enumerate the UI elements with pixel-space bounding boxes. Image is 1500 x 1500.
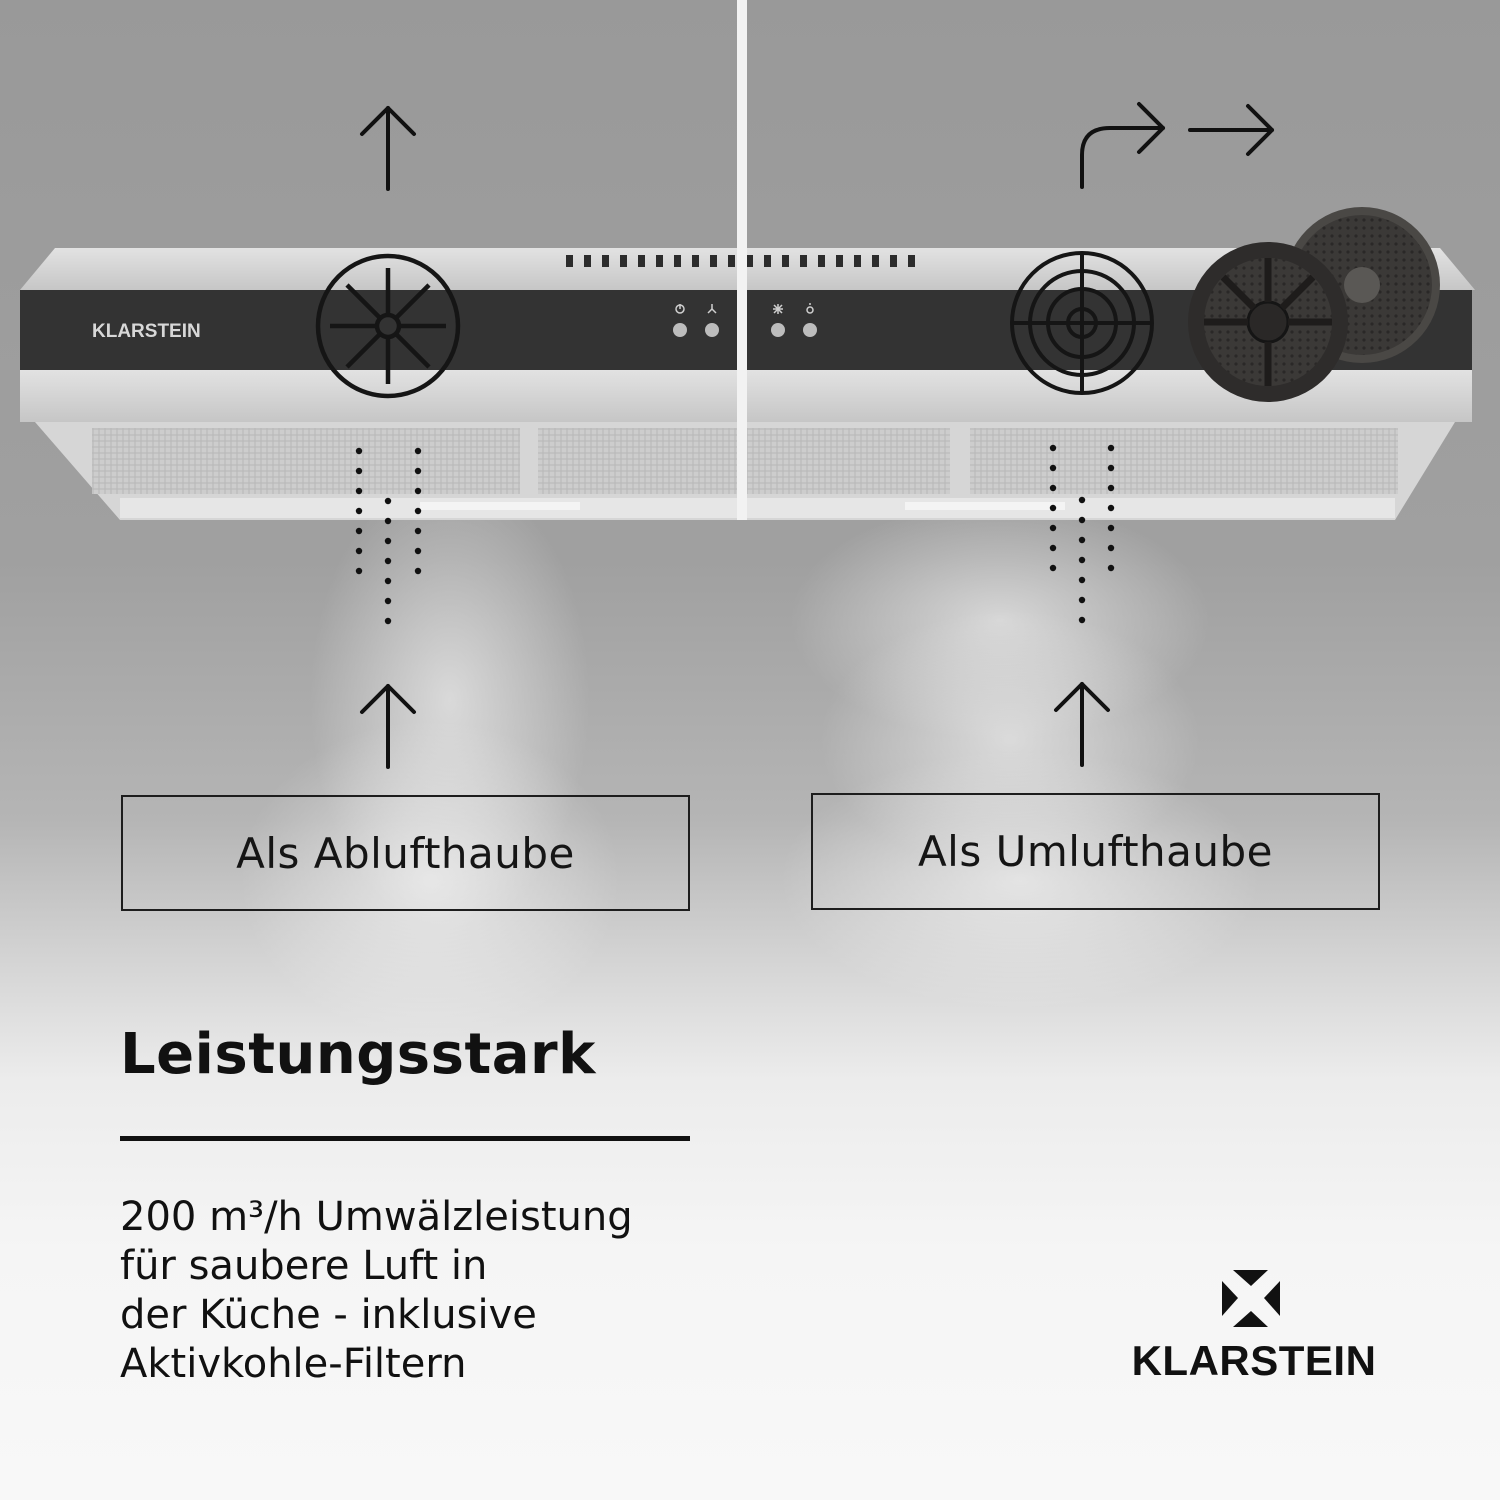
arrow-up-icon bbox=[362, 108, 414, 189]
arrow-turn-right-icon bbox=[1082, 104, 1163, 187]
carbon-filter-front bbox=[1188, 242, 1348, 402]
comparison-divider bbox=[737, 0, 747, 520]
brand-wordmark: KLARSTEIN bbox=[1131, 1337, 1377, 1384]
power-button[interactable] bbox=[673, 323, 687, 337]
smoke-right bbox=[780, 500, 1260, 1010]
hood-brand-label: KLARSTEIN bbox=[92, 321, 201, 342]
exhaust-mode-label: Als Ablufthaube bbox=[121, 795, 690, 911]
light-button[interactable] bbox=[803, 323, 817, 337]
klarstein-logo-icon bbox=[1222, 1270, 1280, 1327]
recirculation-mode-label: Als Umlufthaube bbox=[811, 793, 1380, 910]
description-line: der Küche - inklusive bbox=[120, 1292, 537, 1338]
grease-filter-left bbox=[92, 428, 520, 494]
description-line: 200 m³/h Umwälzleistung bbox=[120, 1194, 633, 1240]
grease-filter-right bbox=[970, 428, 1398, 494]
headline-divider bbox=[120, 1136, 690, 1141]
fan-speed-icon bbox=[773, 304, 783, 314]
fan-guard-icon bbox=[1012, 253, 1152, 393]
hood-front-rim bbox=[120, 498, 1395, 518]
description bbox=[120, 1193, 740, 1389]
arrow-right-icon bbox=[1190, 106, 1272, 154]
fan-button[interactable] bbox=[705, 323, 719, 337]
headline: Leistungsstark bbox=[120, 1022, 596, 1087]
description-line: für saubere Luft in bbox=[120, 1243, 488, 1289]
description-line: Aktivkohle-Filtern bbox=[120, 1341, 467, 1387]
smoke-left bbox=[240, 470, 620, 1040]
fan-speed-button[interactable] bbox=[771, 323, 785, 337]
hood-light-left bbox=[420, 502, 580, 510]
hood-light-right bbox=[905, 502, 1065, 510]
